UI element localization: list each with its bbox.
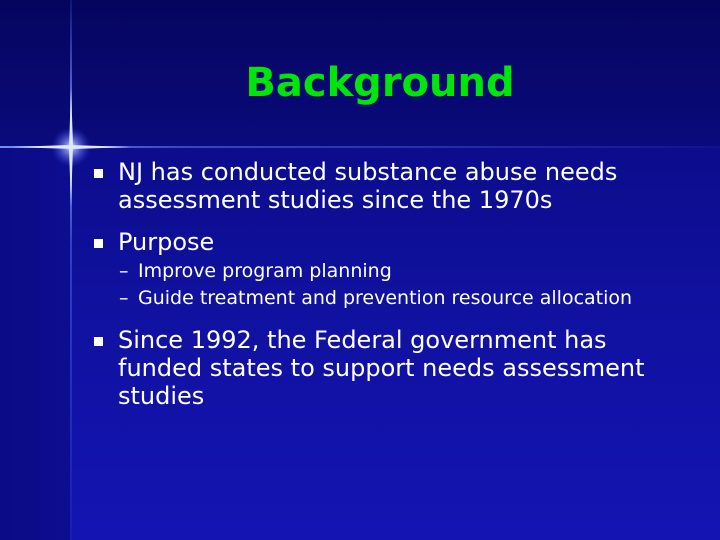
bullet-text: Since 1992, the Federal government has funded states to support needs assessment studies	[118, 326, 645, 410]
bullet-square-icon	[94, 239, 103, 248]
bullet-item	[90, 228, 690, 256]
bullet-text: NJ has conducted substance abuse needs assessment studies since the 1970s	[118, 158, 618, 214]
bullet-list	[90, 158, 690, 424]
sub-bullet-item	[90, 287, 690, 310]
sub-bullet-text: Improve program planning	[138, 260, 392, 282]
bullet-item	[90, 158, 690, 214]
sub-bullet-list	[90, 260, 690, 310]
dash-icon: –	[119, 287, 129, 309]
left-band	[0, 148, 70, 540]
dash-icon: –	[119, 260, 129, 282]
bullet-item	[90, 326, 690, 410]
slide-title: Background	[245, 60, 515, 106]
sub-bullet-text: Guide treatment and prevention resource allocation	[138, 287, 633, 309]
sub-bullet-item	[90, 260, 690, 283]
bullet-text: Purpose	[118, 228, 215, 256]
bullet-square-icon	[94, 169, 103, 178]
bullet-square-icon	[94, 337, 103, 346]
